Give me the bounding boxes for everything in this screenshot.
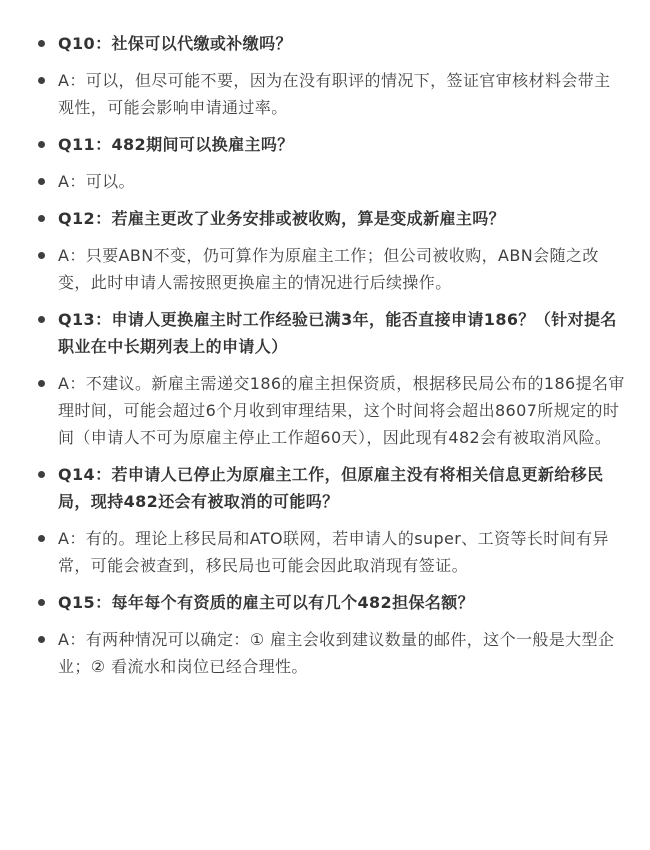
answer-text: A：只要ABN不变，仍可算作为原雇主工作；但公司被收购，ABN会随之改变，此时申请人需按照更换雇主的情况进行后续操作。 <box>58 246 599 292</box>
bullet-icon <box>38 599 45 606</box>
bullet-icon <box>38 380 45 387</box>
question-text: Q14：若申请人已停止为原雇主工作，但原雇主没有将相关信息更新给移民局，现持482还会有被取消的可能吗？ <box>58 465 604 511</box>
bullet-icon <box>38 535 45 542</box>
answer-text: A：不建议。新雇主需递交186的雇主担保资质，根据移民局公布的186提名审理时间，可能会超过6个月收到审理结果，这个时间将会超出8607所规定的时间（申请人不可为原雇主停止工作超60天），因此现有482会有被取消风险。 <box>58 374 625 447</box>
answer-text: A：可以。 <box>58 172 135 191</box>
answer-text: A：有的。理论上移民局和ATO联网，若申请人的super、工资等长时间有异常，可能会被查到，移民局也可能会因此取消现有签证。 <box>58 529 609 575</box>
bullet-icon <box>38 215 45 222</box>
faq-list <box>38 30 626 680</box>
question-q14 <box>38 461 626 515</box>
answer-q15 <box>38 626 626 680</box>
question-q13 <box>38 306 626 360</box>
answer-q13 <box>38 370 626 451</box>
bullet-icon <box>38 40 45 47</box>
answer-q12 <box>38 242 626 296</box>
answer-q14 <box>38 525 626 579</box>
answer-q11 <box>38 168 626 195</box>
bullet-icon <box>38 252 45 259</box>
bullet-icon <box>38 77 45 84</box>
question-text: Q10：社保可以代缴或补缴吗？ <box>58 34 292 53</box>
answer-text: A：可以，但尽可能不要，因为在没有职评的情况下，签证官审核材料会带主观性，可能会影响申请通过率。 <box>58 71 611 117</box>
bullet-icon <box>38 636 45 643</box>
question-text: Q15：每年每个有资质的雇主可以有几个482担保名额？ <box>58 593 475 612</box>
question-text: Q12：若雇主更改了业务安排或被收购，算是变成新雇主吗？ <box>58 209 506 228</box>
question-text: Q13：申请人更换雇主时工作经验已满3年，能否直接申请186？（针对提名职业在中长期列表上的申请人） <box>58 310 617 356</box>
question-text: Q11：482期间可以换雇主吗？ <box>58 135 294 154</box>
question-q15 <box>38 589 626 616</box>
question-q11 <box>38 131 626 158</box>
bullet-icon <box>38 316 45 323</box>
bullet-icon <box>38 178 45 185</box>
question-q12 <box>38 205 626 232</box>
bullet-icon <box>38 471 45 478</box>
bullet-icon <box>38 141 45 148</box>
answer-text: A：有两种情况可以确定：① 雇主会收到建议数量的邮件，这个一般是大型企业；② 看流水和岗位已经合理性。 <box>58 630 615 676</box>
answer-q10 <box>38 67 626 121</box>
question-q10 <box>38 30 626 57</box>
